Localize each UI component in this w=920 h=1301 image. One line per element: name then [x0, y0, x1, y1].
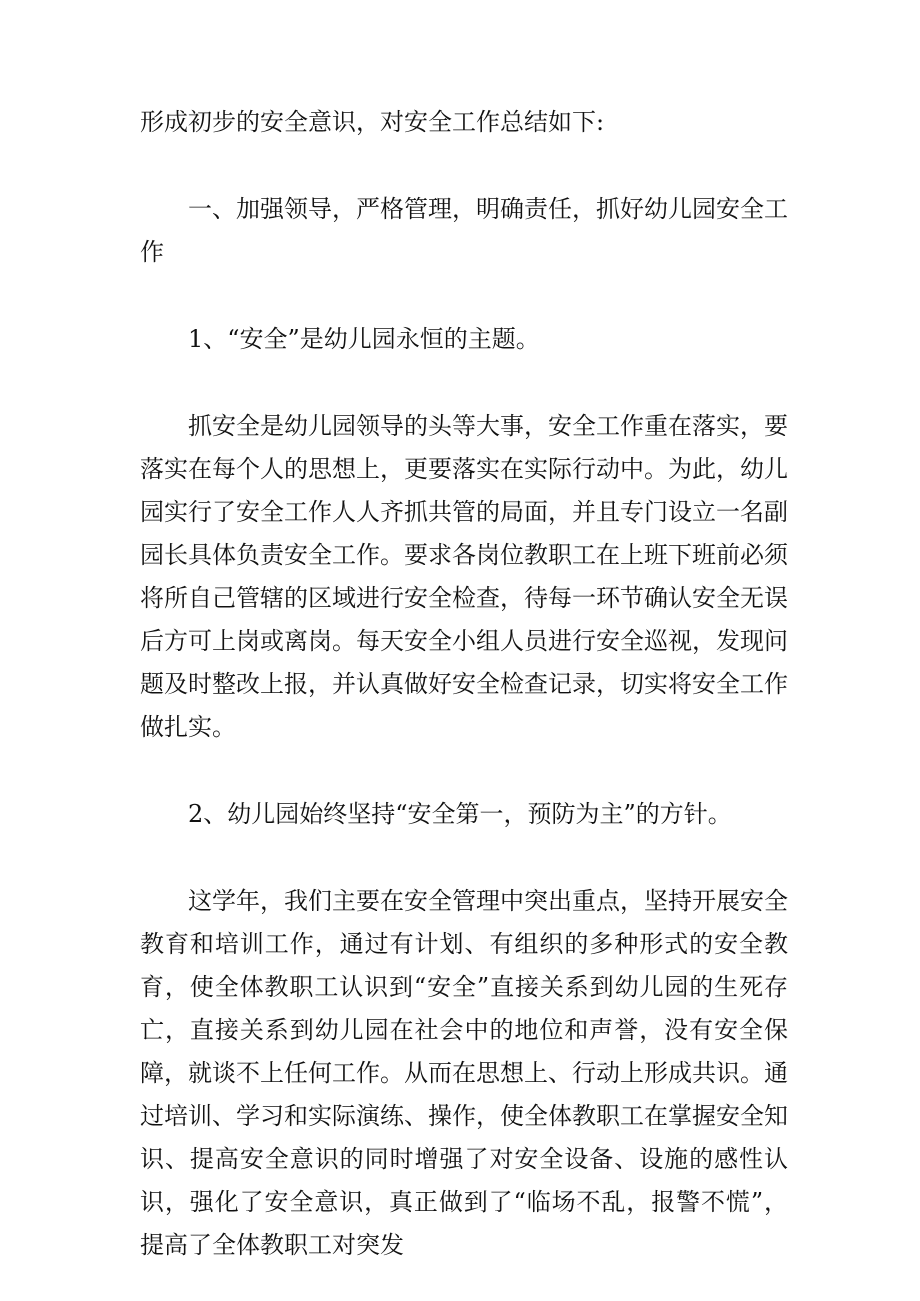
subheading-2: 2、幼儿园始终坚持“安全第一，预防为主”的方针。 [188, 800, 732, 828]
section-heading-1: 一、加强领导，严格管理，明确责任，抓好幼儿园安全工作 [140, 195, 788, 266]
paragraph-safety-responsibility: 抓安全是幼儿园领导的头等大事，安全工作重在落实，要落实在每个人的思想上，更要落实在实际行动中。为此，幼儿园实行了安全工作人人齐抓共管的局面，并且专门设立一名副园长具体负责安全工作。要求各岗位教职工在上班下班前必须将所自己管辖的区域进行安全检查，待每一环节确认安全无误后方可上岗或离岗。每天安全小组人员进行安全巡视，发现问题及时整改上报，并认真做好安全检查记录，切实将安全工作做扎实。 [140, 412, 788, 741]
subheading-1: 1、“安全”是幼儿园永恒的主题。 [188, 325, 540, 353]
paragraph-safety-education: 这学年，我们主要在安全管理中突出重点，坚持开展安全教育和培训工作，通过有计划、有组织的多种形式的安全教育，使全体教职工认识到“安全”直接关系到幼儿园的生死存亡，直接关系到幼儿园在社会中的地位和声誉，没有安全保障，就谈不上任何工作。从而在思想上、行动上形成共识。通过培训、学习和实际演练、操作，使全体教职工在掌握安全知识、提高安全意识的同时增强了对安全设备、设施的感性认识，强化了安全意识，真正做到了“临场不乱，报警不慌”，提高了全体教职工对突发 [140, 887, 788, 1259]
paragraph-intro-continuation: 形成初步的安全意识，对安全工作总结如下: [140, 108, 605, 136]
document-body [140, 101, 788, 1267]
